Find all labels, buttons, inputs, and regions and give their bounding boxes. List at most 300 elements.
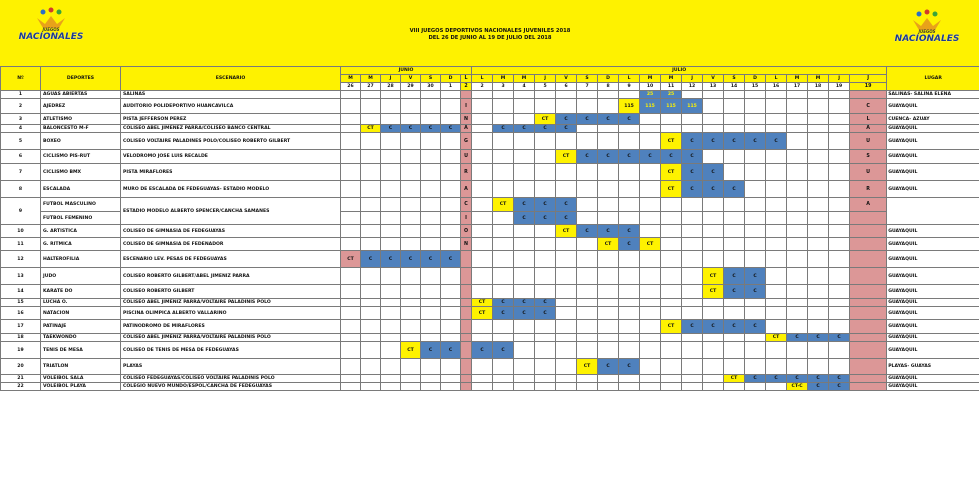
schedule-cell-active: C — [766, 133, 787, 150]
schedule-cell — [577, 299, 598, 307]
sport-name: PATINAJE — [41, 320, 121, 334]
venue-name: ESTADIO MODELO ALBERTO SPENCER/CANCHA SAMANES — [121, 198, 341, 225]
row-number: 7 — [1, 164, 41, 181]
schedule-cell — [341, 342, 361, 359]
schedule-cell — [640, 320, 661, 334]
schedule-cell-active: C — [661, 150, 682, 164]
schedule-cell — [514, 359, 535, 375]
schedule-cell-active: CT — [640, 238, 661, 251]
schedule-cell — [493, 164, 514, 181]
schedule-cell — [401, 164, 421, 181]
day-date: 30 — [421, 83, 441, 91]
ceremony-column-cell — [850, 225, 887, 238]
location-name: GUAYAQUIL — [887, 285, 979, 299]
header-banner — [0, 0, 979, 66]
schedule-cell — [341, 359, 361, 375]
schedule-cell — [640, 125, 661, 133]
day-letter: L — [472, 75, 493, 83]
schedule-cell — [703, 225, 724, 238]
day-date: 17 — [787, 83, 808, 91]
ceremony-column-cell: U — [850, 133, 887, 150]
day-letter: L — [461, 75, 472, 83]
schedule-cell — [829, 164, 850, 181]
schedule-cell — [421, 238, 441, 251]
day-date: 3 — [493, 83, 514, 91]
table-row — [1, 99, 979, 114]
schedule-cell — [341, 299, 361, 307]
schedule-cell — [441, 238, 461, 251]
schedule-cell — [661, 212, 682, 225]
schedule-cell — [401, 383, 421, 391]
schedule-cell — [493, 133, 514, 150]
schedule-cell — [724, 225, 745, 238]
day-letter: D — [745, 75, 766, 83]
day-letter: M — [514, 75, 535, 83]
schedule-cell — [493, 375, 514, 383]
schedule-cell — [361, 359, 381, 375]
schedule-cell — [703, 307, 724, 320]
schedule-cell — [493, 114, 514, 125]
sport-name: FUTBOL MASCULINO — [41, 198, 121, 212]
schedule-cell — [472, 375, 493, 383]
schedule-cell — [514, 320, 535, 334]
schedule-cell — [341, 181, 361, 198]
schedule-cell — [514, 268, 535, 285]
table-row — [1, 299, 979, 307]
schedule-cell-active: C — [493, 307, 514, 320]
schedule-cell — [535, 334, 556, 342]
schedule-cell — [514, 133, 535, 150]
schedule-cell-active: C — [724, 285, 745, 299]
schedule-cell-active: C — [493, 125, 514, 133]
schedule-cell-active: C — [829, 375, 850, 383]
schedule-cell-active: C — [619, 238, 640, 251]
schedule-cell — [661, 307, 682, 320]
ceremony-column-cell — [850, 375, 887, 383]
ceremony-column-cell — [850, 383, 887, 391]
schedule-cell-active: C — [745, 320, 766, 334]
schedule-cell — [472, 133, 493, 150]
schedule-cell-active: C — [703, 133, 724, 150]
schedule-cell-active: CT — [598, 238, 619, 251]
schedule-cell — [598, 212, 619, 225]
schedule-cell — [682, 334, 703, 342]
schedule-cell-active: C — [493, 299, 514, 307]
schedule-cell — [441, 91, 461, 99]
schedule-cell — [619, 251, 640, 268]
schedule-cell — [341, 114, 361, 125]
day-letter: M — [787, 75, 808, 83]
ceremony-column-cell: N — [461, 238, 472, 251]
schedule-cell — [441, 359, 461, 375]
schedule-cell — [745, 334, 766, 342]
schedule-cell — [401, 91, 421, 99]
schedule-cell-active: C — [361, 251, 381, 268]
schedule-cell — [493, 334, 514, 342]
location-name: PLAYAS- GUAYAS — [887, 359, 979, 375]
day-date: 8 — [598, 83, 619, 91]
row-number: 1 — [1, 91, 41, 99]
day-letter: M — [361, 75, 381, 83]
schedule-cell — [766, 238, 787, 251]
schedule-cell — [808, 251, 829, 268]
schedule-cell — [640, 225, 661, 238]
schedule-cell — [619, 307, 640, 320]
schedule-cell — [421, 375, 441, 383]
schedule-cell-active: C — [745, 285, 766, 299]
schedule-cell — [829, 320, 850, 334]
schedule-cell — [619, 334, 640, 342]
schedule-cell — [535, 164, 556, 181]
schedule-cell — [787, 342, 808, 359]
schedule-cell — [787, 114, 808, 125]
schedule-cell — [703, 114, 724, 125]
schedule-cell — [341, 198, 361, 212]
schedule-cell-active: C — [829, 334, 850, 342]
schedule-cell-active: C — [808, 334, 829, 342]
schedule-cell — [421, 198, 441, 212]
ceremony-column-cell — [850, 299, 887, 307]
venue-name: COLISEO ABEL JIMENIZ PARRA/VOLTAIRE PALADINIS POLO — [121, 334, 341, 342]
schedule-cell — [361, 307, 381, 320]
day-letter: M — [341, 75, 361, 83]
schedule-cell-active: CT — [661, 164, 682, 181]
schedule-cell — [661, 359, 682, 375]
day-letter: J — [850, 75, 887, 83]
schedule-cell — [381, 133, 401, 150]
schedule-cell — [787, 251, 808, 268]
table-row — [1, 307, 979, 320]
schedule-cell — [361, 268, 381, 285]
schedule-cell — [361, 181, 381, 198]
schedule-cell — [745, 212, 766, 225]
schedule-cell — [421, 299, 441, 307]
schedule-cell — [640, 342, 661, 359]
schedule-cell — [535, 342, 556, 359]
schedule-cell-active: C — [556, 114, 577, 125]
day-letter: S — [577, 75, 598, 83]
sport-name: AJEDREZ — [41, 99, 121, 114]
schedule-cell — [703, 198, 724, 212]
venue-name: PISCINA OLIMPICA ALBERTO VALLARINO — [121, 307, 341, 320]
schedule-cell — [745, 99, 766, 114]
schedule-cell — [472, 238, 493, 251]
schedule-cell — [682, 342, 703, 359]
schedule-cell-active: C — [724, 181, 745, 198]
schedule-cell — [361, 225, 381, 238]
venue-name: COLEGIO NUEVO MUNDO/ESPOL/CANCHA DE FEDEGUAYAS — [121, 383, 341, 391]
day-letter: J — [682, 75, 703, 83]
table-row — [1, 334, 979, 342]
venue-name: PATINODROMO DE MIRAFLORES — [121, 320, 341, 334]
schedule-cell-active: C — [535, 299, 556, 307]
location-name: SALINAS- SALINA ELENA — [887, 91, 979, 99]
schedule-cell — [724, 251, 745, 268]
schedule-cell-active: C — [703, 181, 724, 198]
table-row — [1, 375, 979, 383]
schedule-cell — [361, 383, 381, 391]
schedule-cell-active: C — [535, 307, 556, 320]
schedule-cell — [421, 99, 441, 114]
schedule-cell — [381, 238, 401, 251]
schedule-cell — [661, 125, 682, 133]
schedule-cell — [682, 251, 703, 268]
day-date: 18 — [808, 83, 829, 91]
schedule-cell — [514, 238, 535, 251]
schedule-cell — [619, 125, 640, 133]
schedule-cell — [401, 181, 421, 198]
schedule-cell — [724, 299, 745, 307]
schedule-cell — [640, 212, 661, 225]
schedule-cell — [787, 181, 808, 198]
ceremony-column-cell: G — [461, 133, 472, 150]
venue-name: PISTA JEFFERSON PEREZ — [121, 114, 341, 125]
schedule-cell-active: C — [745, 375, 766, 383]
ceremony-column-cell: A — [850, 198, 887, 212]
schedule-cell — [381, 99, 401, 114]
location-name: GUAYAQUIL — [887, 299, 979, 307]
schedule-cell — [514, 225, 535, 238]
schedule-cell — [745, 164, 766, 181]
schedule-cell — [556, 164, 577, 181]
schedule-cell — [703, 383, 724, 391]
schedule-cell — [598, 251, 619, 268]
schedule-cell-active: 25 — [640, 91, 661, 99]
schedule-cell — [829, 150, 850, 164]
table-row — [1, 133, 979, 150]
schedule-cell — [808, 285, 829, 299]
schedule-cell-active: C — [682, 320, 703, 334]
schedule-cell — [598, 164, 619, 181]
schedule-cell — [745, 342, 766, 359]
table-row — [1, 383, 979, 391]
schedule-cell — [472, 225, 493, 238]
row-number: 16 — [1, 307, 41, 320]
schedule-cell — [598, 181, 619, 198]
table-row — [1, 320, 979, 334]
ceremony-column-cell — [461, 320, 472, 334]
schedule-cell-active: C — [381, 251, 401, 268]
schedule-cell — [829, 238, 850, 251]
schedule-cell — [493, 212, 514, 225]
day-letter: L — [766, 75, 787, 83]
day-date: 4 — [514, 83, 535, 91]
schedule-cell — [787, 150, 808, 164]
schedule-cell-active: C — [724, 320, 745, 334]
schedule-cell — [472, 181, 493, 198]
schedule-cell — [766, 164, 787, 181]
ceremony-column-cell — [461, 375, 472, 383]
schedule-cell — [493, 99, 514, 114]
day-letter: V — [556, 75, 577, 83]
table-row — [1, 268, 979, 285]
schedule-cell — [341, 383, 361, 391]
day-date: 14 — [724, 83, 745, 91]
location-name: GUAYAQUIL — [887, 99, 979, 114]
schedule-cell — [341, 212, 361, 225]
schedule-cell — [661, 375, 682, 383]
schedule-cell — [787, 238, 808, 251]
logo-small-text: JUEGOS — [918, 29, 936, 34]
schedule-cell — [361, 212, 381, 225]
schedule-cell — [808, 198, 829, 212]
schedule-cell — [441, 133, 461, 150]
schedule-cell-active: C — [514, 125, 535, 133]
location-name: GUAYAQUIL — [887, 251, 979, 268]
table-row — [1, 225, 979, 238]
schedule-cell-active: CT — [577, 359, 598, 375]
schedule-cell — [724, 91, 745, 99]
schedule-cell — [441, 383, 461, 391]
ceremony-column-cell: A — [461, 125, 472, 133]
row-number: 19 — [1, 342, 41, 359]
schedule-cell — [724, 342, 745, 359]
schedule-cell — [421, 268, 441, 285]
schedule-cell — [493, 150, 514, 164]
schedule-cell — [341, 307, 361, 320]
table-row — [1, 198, 979, 212]
schedule-cell — [341, 150, 361, 164]
schedule-cell — [577, 307, 598, 320]
sport-name: TRIATLON — [41, 359, 121, 375]
col-header-escenario: ESCENARIO — [121, 67, 341, 91]
schedule-cell — [745, 299, 766, 307]
schedule-cell-active: C — [745, 268, 766, 285]
schedule-cell — [766, 125, 787, 133]
ceremony-column-cell: L — [850, 114, 887, 125]
schedule-cell — [619, 133, 640, 150]
day-letter: M — [661, 75, 682, 83]
schedule-cell — [556, 320, 577, 334]
schedule-cell — [381, 225, 401, 238]
schedule-cell — [640, 285, 661, 299]
schedule-cell — [640, 375, 661, 383]
schedule-cell — [401, 114, 421, 125]
location-name: GUAYAQUIL — [887, 125, 979, 133]
schedule-cell — [682, 91, 703, 99]
schedule-cell — [556, 285, 577, 299]
schedule-cell — [577, 133, 598, 150]
sport-name: HALTEROFILIA — [41, 251, 121, 268]
schedule-cell — [493, 268, 514, 285]
schedule-cell — [472, 198, 493, 212]
venue-name: COLISEO DE GIMNASIA DE FEDENADOR — [121, 238, 341, 251]
schedule-cell-active: C — [421, 342, 441, 359]
day-letter: V — [703, 75, 724, 83]
schedule-cell — [493, 383, 514, 391]
schedule-cell — [361, 238, 381, 251]
schedule-cell-active: C — [598, 359, 619, 375]
day-date: 13 — [703, 83, 724, 91]
schedule-cell-active: C — [577, 150, 598, 164]
schedule-cell-active: C — [745, 133, 766, 150]
day-letter: J — [381, 75, 401, 83]
schedule-cell-active: C — [682, 133, 703, 150]
schedule-cell — [766, 383, 787, 391]
day-date: 1 — [441, 83, 461, 91]
schedule-cell — [703, 342, 724, 359]
schedule-cell — [682, 238, 703, 251]
schedule-cell — [514, 181, 535, 198]
venue-name: COLISEO ROBERTO GILBERT/ABEL JIMENIZ PARRA — [121, 268, 341, 285]
schedule-cell — [829, 359, 850, 375]
schedule-cell — [472, 359, 493, 375]
schedule-cell — [401, 133, 421, 150]
sport-name: FUTBOL FEMENINO — [41, 212, 121, 225]
schedule-cell — [787, 125, 808, 133]
schedule-cell — [361, 334, 381, 342]
ceremony-column-cell — [461, 268, 472, 285]
schedule-cell — [577, 383, 598, 391]
schedule-cell — [598, 268, 619, 285]
schedule-cell — [493, 91, 514, 99]
venue-name: COLISEO FEDEGUAYAS/COLISEO VOLTAIRE PALADINIS POLO — [121, 375, 341, 383]
row-number: 15 — [1, 299, 41, 307]
schedule-cell — [472, 99, 493, 114]
schedule-cell — [598, 99, 619, 114]
schedule-cell — [787, 225, 808, 238]
schedule-cell — [472, 150, 493, 164]
schedule-cell — [766, 212, 787, 225]
schedule-cell — [724, 359, 745, 375]
schedule-cell — [514, 342, 535, 359]
venue-name: AUDITORIO POLIDEPORTIVO HUANCAVILCA — [121, 99, 341, 114]
schedule-cell-active: C — [556, 198, 577, 212]
schedule-cell — [703, 125, 724, 133]
schedule-cell — [401, 212, 421, 225]
schedule-cell — [441, 181, 461, 198]
location-name: GUAYAQUIL — [887, 320, 979, 334]
schedule-cell-active: C — [441, 342, 461, 359]
day-date: 15 — [745, 83, 766, 91]
ceremony-column-cell: A — [461, 181, 472, 198]
ceremony-column-cell — [461, 251, 472, 268]
schedule-cell — [361, 114, 381, 125]
schedule-cell — [640, 268, 661, 285]
day-date: 29 — [401, 83, 421, 91]
schedule-cell — [787, 212, 808, 225]
ceremony-column-cell — [850, 334, 887, 342]
schedule-cell — [619, 164, 640, 181]
venue-name: COLISEO DE GIMNASIA DE FEDEGUAYAS — [121, 225, 341, 238]
logo-left — [4, 4, 98, 56]
schedule-cell — [535, 320, 556, 334]
schedule-cell — [682, 212, 703, 225]
schedule-cell — [745, 383, 766, 391]
schedule-cell — [766, 342, 787, 359]
schedule-cell-active: CT — [535, 114, 556, 125]
schedule-cell — [361, 320, 381, 334]
ceremony-column-cell: U — [850, 164, 887, 181]
schedule-cell — [661, 299, 682, 307]
ceremony-column-cell — [850, 268, 887, 285]
schedule-cell — [640, 299, 661, 307]
schedule-cell — [661, 198, 682, 212]
location-name: GUAYAQUIL — [887, 164, 979, 181]
schedule-cell — [441, 99, 461, 114]
schedule-cell — [766, 285, 787, 299]
day-date: 27 — [361, 83, 381, 91]
ceremony-column-cell: N — [461, 114, 472, 125]
schedule-cell — [556, 334, 577, 342]
schedule-cell — [640, 198, 661, 212]
location-name: GUAYAQUIL — [887, 307, 979, 320]
schedule-cell — [381, 164, 401, 181]
sport-name: BALONCESTO M-F — [41, 125, 121, 133]
schedule-cell — [598, 198, 619, 212]
day-letter: S — [724, 75, 745, 83]
schedule-cell — [808, 225, 829, 238]
